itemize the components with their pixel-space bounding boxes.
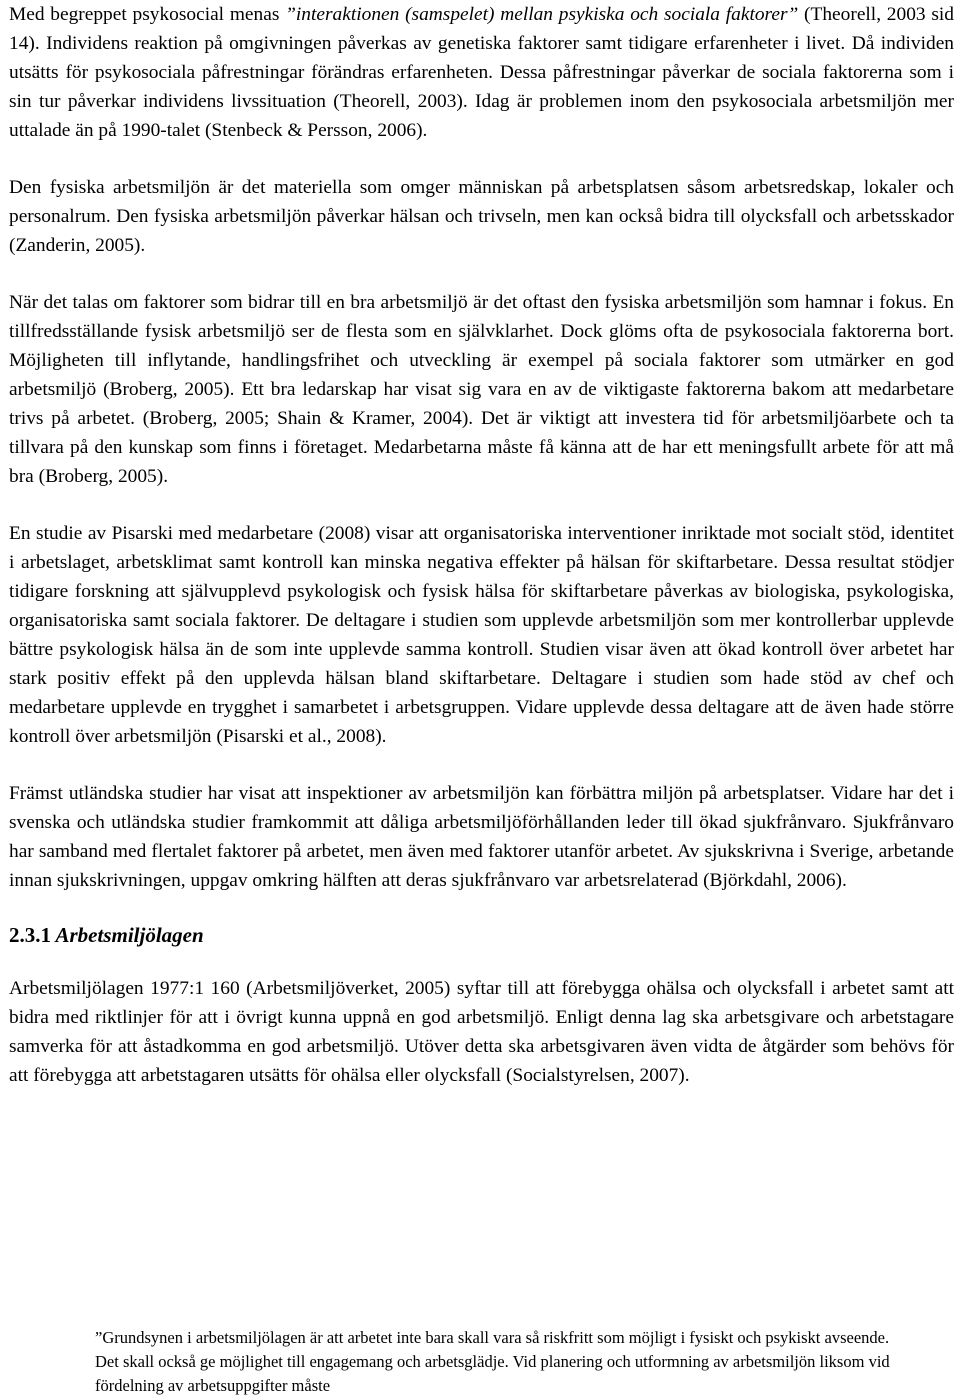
definition-quote: ”interaktionen (samspelet) mellan psykiska och sociala faktorer” (285, 4, 799, 25)
paragraph-fysisk-arbetsmiljo: Den fysiska arbetsmiljön är det materiella som omger människan på arbetsplatsen såsom arbetsredskap, lokaler och personalrum. Den fysiska arbetsmiljön påverkar hälsan och trivseln, men kan också bidra till olycksfall och arbetsskador (Zanderin, 2005). (9, 177, 954, 256)
paragraph-inspektioner: Främst utländska studier har visat att inspektioner av arbetsmiljön kan förbättra miljön på arbetsplatser. Vidare har det i svenska och utländska studier framkommit att dåliga arbetsmiljöförhållanden leder till ökad sjukfrånvaro. Sjukfrånvaro har samband med flertalet faktorer på arbetet, men även med faktorer utanför arbetet. Av sjukskrivna i Sverige, arbetande innan sjukskrivningen, uppgav omkring hälften att deras sjukfrånvaro var arbetsrelaterad (Björkdahl, 2006). (9, 783, 954, 891)
paragraph-intro-text: Med begreppet psykosocial menas (9, 4, 286, 25)
paragraph-pisarski-studie: En studie av Pisarski med medarbetare (2008) visar att organisatoriska interventioner inriktade mot socialt stöd, identitet i arbetslaget, arbetsklimat samt kontroll kan minska negativa effekter på hälsan för skiftarbetare. Dessa resultat stödjer tidigare forskning att självupplevd psykologisk och fysisk hälsa för skiftarbetare påverkas av biologiska, psykologiska, organisatoriska samt sociala faktorer. De deltagare i studien som upplevde arbetsmiljön som mer kontrollerbar upplevde bättre psykologisk hälsa än de som inte upplevde samma kontroll. Studien visar även att ökad kontroll över arbetet har stark positiv effekt på den upplevda hälsan bland skiftarbetare. Deltagare i studien som hade stöd av chef och medarbetare upplevde en trygghet i samarbetet i arbetsgruppen. Vidare upplevde dessa deltagare att de även hade större kontroll över arbetsmiljön (Pisarski et al., 2008). (9, 523, 954, 747)
document-page (9, 0, 954, 1090)
paragraph-arbetsmiljolagen: Arbetsmiljölagen 1977:1 160 (Arbetsmiljöverket, 2005) syftar till att förebygga ohälsa och olycksfall i arbetet samt att bidra med riktlinjer för att i övrigt kunna uppnå en god arbetsmiljö. Enligt denna lag ska arbetsgivare och arbetstagare samverka för att åstadkomma en god arbetsmiljö. Utöver detta ska arbetsgivaren även vidta de åtgärder som behövs för att förebygga att arbetstagaren utsätts för ohälsa eller olycksfall (Socialstyrelsen, 2007). (9, 978, 954, 1086)
section-number: 2.3.1 (9, 923, 51, 947)
section-title: Arbetsmiljölagen (55, 923, 204, 947)
paragraph-rest-text: (Theorell, 2003 sid 14). Individens reaktion på omgivningen påverkas av genetiska faktorer samt tidigare erfarenheter i livet. Då individen utsätts för psykosociala påfrestningar förändras erfarenheten. Dessa påfrestningar påverkar de sociala faktorerna som i sin tur påverkar individens livssituation (Theorell, 2003). Idag är problemen inom den psykosociala arbetsmiljön mer uttalade än på 1990-talet (Stenbeck & Persson, 2006). (9, 4, 954, 141)
block-quote: ”Grundsynen i arbetsmiljölagen är att arbetet inte bara skall vara så riskfritt som möjligt i fysiskt och psykiskt avseende. Det skall också ge möjlighet till engagemang och arbetsglädje. Vid planering och utformning av arbetsmiljön liksom vid fördelning av arbetsuppgifter måste (95, 1328, 890, 1395)
paragraph-faktorer: När det talas om faktorer som bidrar till en bra arbetsmiljö är det oftast den fysiska arbetsmiljön som hamnar i fokus. En tillfredsställande fysisk arbetsmiljö ser de flesta som en självklarhet. Dock glöms ofta de psykosociala faktorerna bort. Möjligheten till inflytande, handlingsfrihet och utveckling är exempel på sociala faktorer som utmärker en god arbetsmiljö (Broberg, 2005). Ett bra ledarskap har visat sig vara en av de viktigaste faktorerna bakom att medarbetare trivs på arbetet. (Broberg, 2005; Shain & Kramer, 2004). Det är viktigt att investera tid för arbetsmiljöarbete och ta tillvara på den kunskap som finns i företaget. Medarbetarna måste få känna att de har ett meningsfullt arbete för att må bra (Broberg, 2005). (9, 292, 954, 487)
section-heading (9, 921, 954, 950)
paragraph-psykosocial (9, 0, 954, 145)
